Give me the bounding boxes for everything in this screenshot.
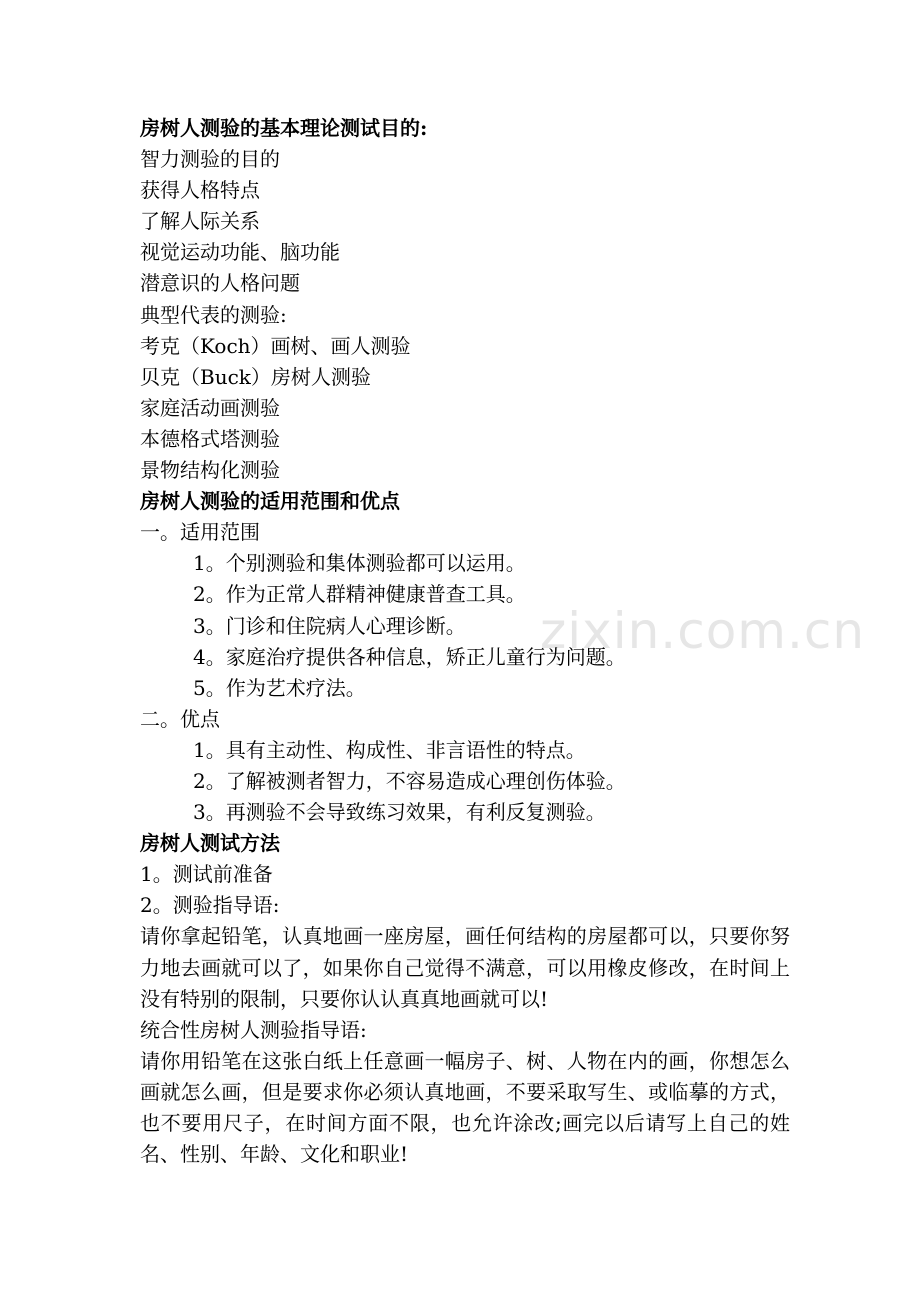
watermark: zixin.com.cn [540,602,866,660]
list-item: 3。再测验不会导致练习效果，有利反复测验。 [193,800,606,825]
advantage-title: 二。优点 [140,706,220,731]
list-item: 2。作为正常人群精神健康普查工具。 [193,582,526,607]
list-item: 1。具有主动性、构成性、非言语性的特点。 [193,737,586,762]
instruction-paragraph-integrated: 请你用铅笔在这张白纸上任意画一幅房子、树、人物在内的画，你想怎么画就怎么画，但是要求你必须认真地画，不要采取写生、或临摹的方式，也不要用尺子，在时间方面不限，也允许涂改;画完以后请写上自己的姓名、性别、年龄、文化和职业! [140,1048,790,1167]
list-item: 获得人格特点 [140,178,260,203]
list-item: 1。测试前准备 [140,862,273,887]
list-item: 贝克（Buck）房树人测验 [140,364,371,389]
instruction-paragraph: 请你拿起铅笔，认真地画一座房屋，画任何结构的房屋都可以，只要你努力地去画就可以了，如果你自己觉得不满意，可以用橡皮修改，在时间上没有特别的限制，只要你认认真真地画就可以! [140,924,790,1011]
section-heading-3: 房树人测试方法 [140,831,280,856]
list-item: 典型代表的测验: [140,302,287,327]
list-item: 视觉运动功能、脑功能 [140,240,340,265]
list-item: 智力测验的目的 [140,147,280,172]
section-heading-2: 房树人测验的适用范围和优点 [140,489,400,514]
list-item: 了解人际关系 [140,209,260,234]
list-item: 2。测验指导语: [140,893,280,918]
document-page [140,113,790,1170]
list-item: 潜意识的人格问题 [140,271,300,296]
list-item: 景物结构化测验 [140,458,280,483]
list-item: 1。个别测验和集体测验都可以运用。 [193,551,526,576]
list-item: 考克（Koch）画树、画人测验 [140,333,411,358]
list-item: 2。了解被测者智力，不容易造成心理创伤体验。 [193,768,626,793]
list-item: 4。家庭治疗提供各种信息，矫正儿童行为问题。 [193,644,626,669]
list-item: 本德格式塔测验 [140,426,280,451]
list-item: 3。门诊和住院病人心理诊断。 [193,613,466,638]
list-item: 家庭活动画测验 [140,395,280,420]
section-heading-1: 房树人测验的基本理论测试目的: [140,116,428,140]
subheading: 统合性房树人测验指导语: [140,1017,367,1042]
list-item: 5。作为艺术疗法。 [193,675,366,700]
scope-title: 一。适用范围 [140,520,260,545]
